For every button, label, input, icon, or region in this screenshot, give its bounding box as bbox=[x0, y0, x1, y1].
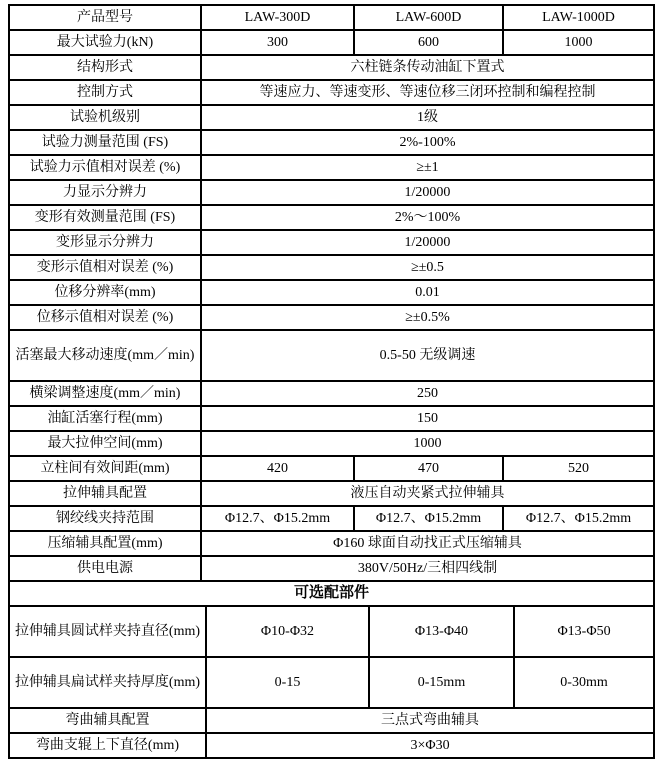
row-label: 控制方式 bbox=[9, 80, 201, 105]
table-row bbox=[9, 130, 654, 155]
row-label: 变形显示分辨力 bbox=[9, 230, 201, 255]
row-value: 3×Φ30 bbox=[206, 733, 654, 758]
row-value: Φ10-Φ32 bbox=[206, 606, 369, 657]
row-value: Φ160 球面自动找正式压缩辅具 bbox=[201, 531, 654, 556]
row-value: 2%～100% bbox=[201, 205, 654, 230]
section-header: 可选配部件 bbox=[9, 581, 654, 606]
row-value: Φ12.7、Φ15.2mm bbox=[503, 506, 654, 531]
row-value: 250 bbox=[201, 381, 654, 406]
row-label: 位移分辨率(mm) bbox=[9, 280, 201, 305]
table-row bbox=[9, 431, 654, 456]
row-value: 1000 bbox=[201, 431, 654, 456]
table-row bbox=[9, 406, 654, 431]
row-value: ≥±1 bbox=[201, 155, 654, 180]
section-header-row bbox=[9, 581, 654, 606]
row-label: 活塞最大移动速度(mm／min) bbox=[9, 330, 201, 381]
row-value: 600 bbox=[354, 30, 503, 55]
table-row bbox=[9, 5, 654, 30]
row-label: 最大拉伸空间(mm) bbox=[9, 431, 201, 456]
table-row bbox=[9, 330, 654, 381]
row-value: LAW-300D bbox=[201, 5, 354, 30]
table-row bbox=[9, 205, 654, 230]
row-label: 拉伸辅具圆试样夹持直径(mm) bbox=[9, 606, 206, 657]
row-label: 油缸活塞行程(mm) bbox=[9, 406, 201, 431]
row-value: 0.01 bbox=[201, 280, 654, 305]
table-row bbox=[9, 280, 654, 305]
row-label: 力显示分辨力 bbox=[9, 180, 201, 205]
table-row bbox=[9, 506, 654, 531]
row-value: LAW-1000D bbox=[503, 5, 654, 30]
row-label: 最大试验力(kN) bbox=[9, 30, 201, 55]
spec-sheet bbox=[8, 4, 653, 759]
row-label: 横梁调整速度(mm／min) bbox=[9, 381, 201, 406]
row-label: 拉伸辅具配置 bbox=[9, 481, 201, 506]
row-value: 1000 bbox=[503, 30, 654, 55]
table-row bbox=[9, 180, 654, 205]
row-label: 压缩辅具配置(mm) bbox=[9, 531, 201, 556]
row-value: 420 bbox=[201, 456, 354, 481]
row-value: Φ13-Φ40 bbox=[369, 606, 514, 657]
table-row bbox=[9, 305, 654, 330]
table-row bbox=[9, 381, 654, 406]
table-row bbox=[9, 230, 654, 255]
row-value: Φ13-Φ50 bbox=[514, 606, 654, 657]
row-label: 试验力测量范围 (FS) bbox=[9, 130, 201, 155]
table-row bbox=[9, 456, 654, 481]
row-value: Φ12.7、Φ15.2mm bbox=[201, 506, 354, 531]
row-value: 液压自动夹紧式拉伸辅具 bbox=[201, 481, 654, 506]
table-row bbox=[9, 55, 654, 80]
row-label: 产品型号 bbox=[9, 5, 201, 30]
table-row bbox=[9, 708, 654, 733]
row-value: ≥±0.5% bbox=[201, 305, 654, 330]
row-label: 变形示值相对误差 (%) bbox=[9, 255, 201, 280]
row-value: 1/20000 bbox=[201, 230, 654, 255]
row-value: 1/20000 bbox=[201, 180, 654, 205]
row-label: 变形有效测量范围 (FS) bbox=[9, 205, 201, 230]
row-value: 380V/50Hz/三相四线制 bbox=[201, 556, 654, 581]
row-value: 六柱链条传动油缸下置式 bbox=[201, 55, 654, 80]
row-label: 弯曲辅具配置 bbox=[9, 708, 206, 733]
row-value: 2%-100% bbox=[201, 130, 654, 155]
row-value: 三点式弯曲辅具 bbox=[206, 708, 654, 733]
row-value: Φ12.7、Φ15.2mm bbox=[354, 506, 503, 531]
row-label: 弯曲支辊上下直径(mm) bbox=[9, 733, 206, 758]
row-value: 0.5-50 无级调速 bbox=[201, 330, 654, 381]
row-value: 470 bbox=[354, 456, 503, 481]
row-value: 150 bbox=[201, 406, 654, 431]
table-row bbox=[9, 105, 654, 130]
table-row bbox=[9, 606, 654, 657]
row-label: 结构形式 bbox=[9, 55, 201, 80]
table-row bbox=[9, 733, 654, 758]
row-value: 520 bbox=[503, 456, 654, 481]
row-value: 0-15 bbox=[206, 657, 369, 708]
row-value: 1级 bbox=[201, 105, 654, 130]
table-row bbox=[9, 556, 654, 581]
table-row bbox=[9, 531, 654, 556]
row-label: 供电电源 bbox=[9, 556, 201, 581]
table-row bbox=[9, 255, 654, 280]
table-row bbox=[9, 80, 654, 105]
row-label: 试验力示值相对误差 (%) bbox=[9, 155, 201, 180]
row-label: 试验机级别 bbox=[9, 105, 201, 130]
row-label: 立柱间有效间距(mm) bbox=[9, 456, 201, 481]
table-row bbox=[9, 30, 654, 55]
row-value: ≥±0.5 bbox=[201, 255, 654, 280]
row-value: 等速应力、等速变形、等速位移三闭环控制和编程控制 bbox=[201, 80, 654, 105]
row-label: 钢绞线夹持范围 bbox=[9, 506, 201, 531]
row-value: 0-15mm bbox=[369, 657, 514, 708]
table-row bbox=[9, 155, 654, 180]
table-row bbox=[9, 657, 654, 708]
table-row bbox=[9, 481, 654, 506]
spec-table-optional bbox=[8, 580, 655, 759]
row-value: 0-30mm bbox=[514, 657, 654, 708]
spec-table-main bbox=[8, 4, 655, 582]
row-value: LAW-600D bbox=[354, 5, 503, 30]
row-label: 拉伸辅具扁试样夹持厚度(mm) bbox=[9, 657, 206, 708]
row-value: 300 bbox=[201, 30, 354, 55]
row-label: 位移示值相对误差 (%) bbox=[9, 305, 201, 330]
